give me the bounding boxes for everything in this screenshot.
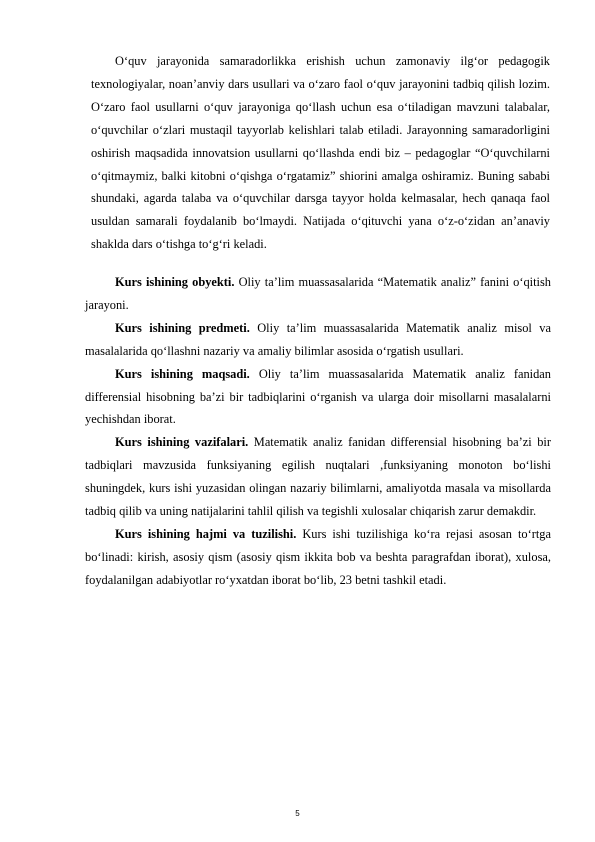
subject-paragraph	[85, 317, 551, 363]
course-description	[85, 271, 551, 592]
tasks-paragraph	[85, 431, 551, 523]
structure-text: Kurs ishi tuzilishiga ko‘ra rejasi asosan to‘rtga bo‘linadi: kirish, asosiy qism (asosiy qism ikkita bob va beshta paragrafdan iborat), xulosa, foydalanilgan adabiyotlar ro‘yxatdan iborat bo‘lib, 23 betni tashkil etadi.	[85, 526, 551, 587]
object-heading: Kurs ishining obyekti.	[115, 275, 235, 289]
subject-text: Oliy ta’lim muassasalarida Matematik analiz misol va masalalarida qo‘llashni nazariy va amaliy bilimlar asosida o‘rgatish usullari.	[85, 320, 551, 358]
object-paragraph	[85, 271, 551, 317]
tasks-text: Matematik analiz fanidan differensial hisobning ba’zi bir tadbiqlari mavzusida funksiyaning egilish nuqtalari ,funksiyaning monoton bo‘lishi shuningdek, kurs ishi yuzasidan olingan nazariy bilimlarni, amaliyotda masala va misollarda tadbiq qilib va uning natijalarini tahlil qilish va tegishli xulosalar chiqarish zarur demakdir.	[85, 435, 551, 519]
structure-paragraph	[85, 523, 551, 592]
goal-text: Oliy ta’lim muassasalarida Matematik analiz fanidan differensial hisobning ba’zi bir tadbiqlarini o‘rganish va ularga doir misollarni masalalarni yechishdan iborat.	[85, 366, 552, 427]
subject-heading: Kurs ishining predmeti.	[115, 320, 250, 335]
tasks-heading: Kurs ishining vazifalari.	[115, 435, 249, 450]
intro-paragraph: O‘quv jarayonida samaradorlikka erishish uchun zamonaviy ilg‘or pedagogik texnologiyalar, noan’anviy dars usullari va o‘zaro faol o‘quv jarayonini tadbiq qilish lozim. O‘zaro faol usullarni o‘quv jarayoniga qo‘llash uchun esa o‘tiladigan mavzuni talabalar, o‘quvchilar o‘zlari mustaqil tayyorlab kelishlari talab etiladi. Jarayonning samaradorligini oshirish maqsadida innovatsion usullarni qo‘llashda endi biz – pedagoglar “O‘quvchilarni o‘qitmaymiz, balki kitobni o‘qishga o‘rgatamiz” shiorini amalga oshiramiz. Buning sababi shundaki, agarda talaba va o‘quvchilar darsga tayyor holda kelmasalar, hech qanaqa faol usuldan samarali foydalanib bo‘lmaydi. Natijada o‘qituvchi yana o‘z-o‘zidan an’anaviy shaklda dars o‘tishga to‘g‘ri keladi.	[91, 54, 550, 252]
page-number: 5	[295, 809, 300, 818]
object-text: Oliy ta’lim muassasalarida “Matematik analiz” fanini o‘qitish jarayoni.	[85, 275, 551, 312]
structure-heading: Kurs ishining hajmi va tuzilishi.	[115, 526, 297, 541]
goal-heading: Kurs ishining maqsadi.	[115, 366, 250, 381]
goal-paragraph	[85, 363, 551, 432]
